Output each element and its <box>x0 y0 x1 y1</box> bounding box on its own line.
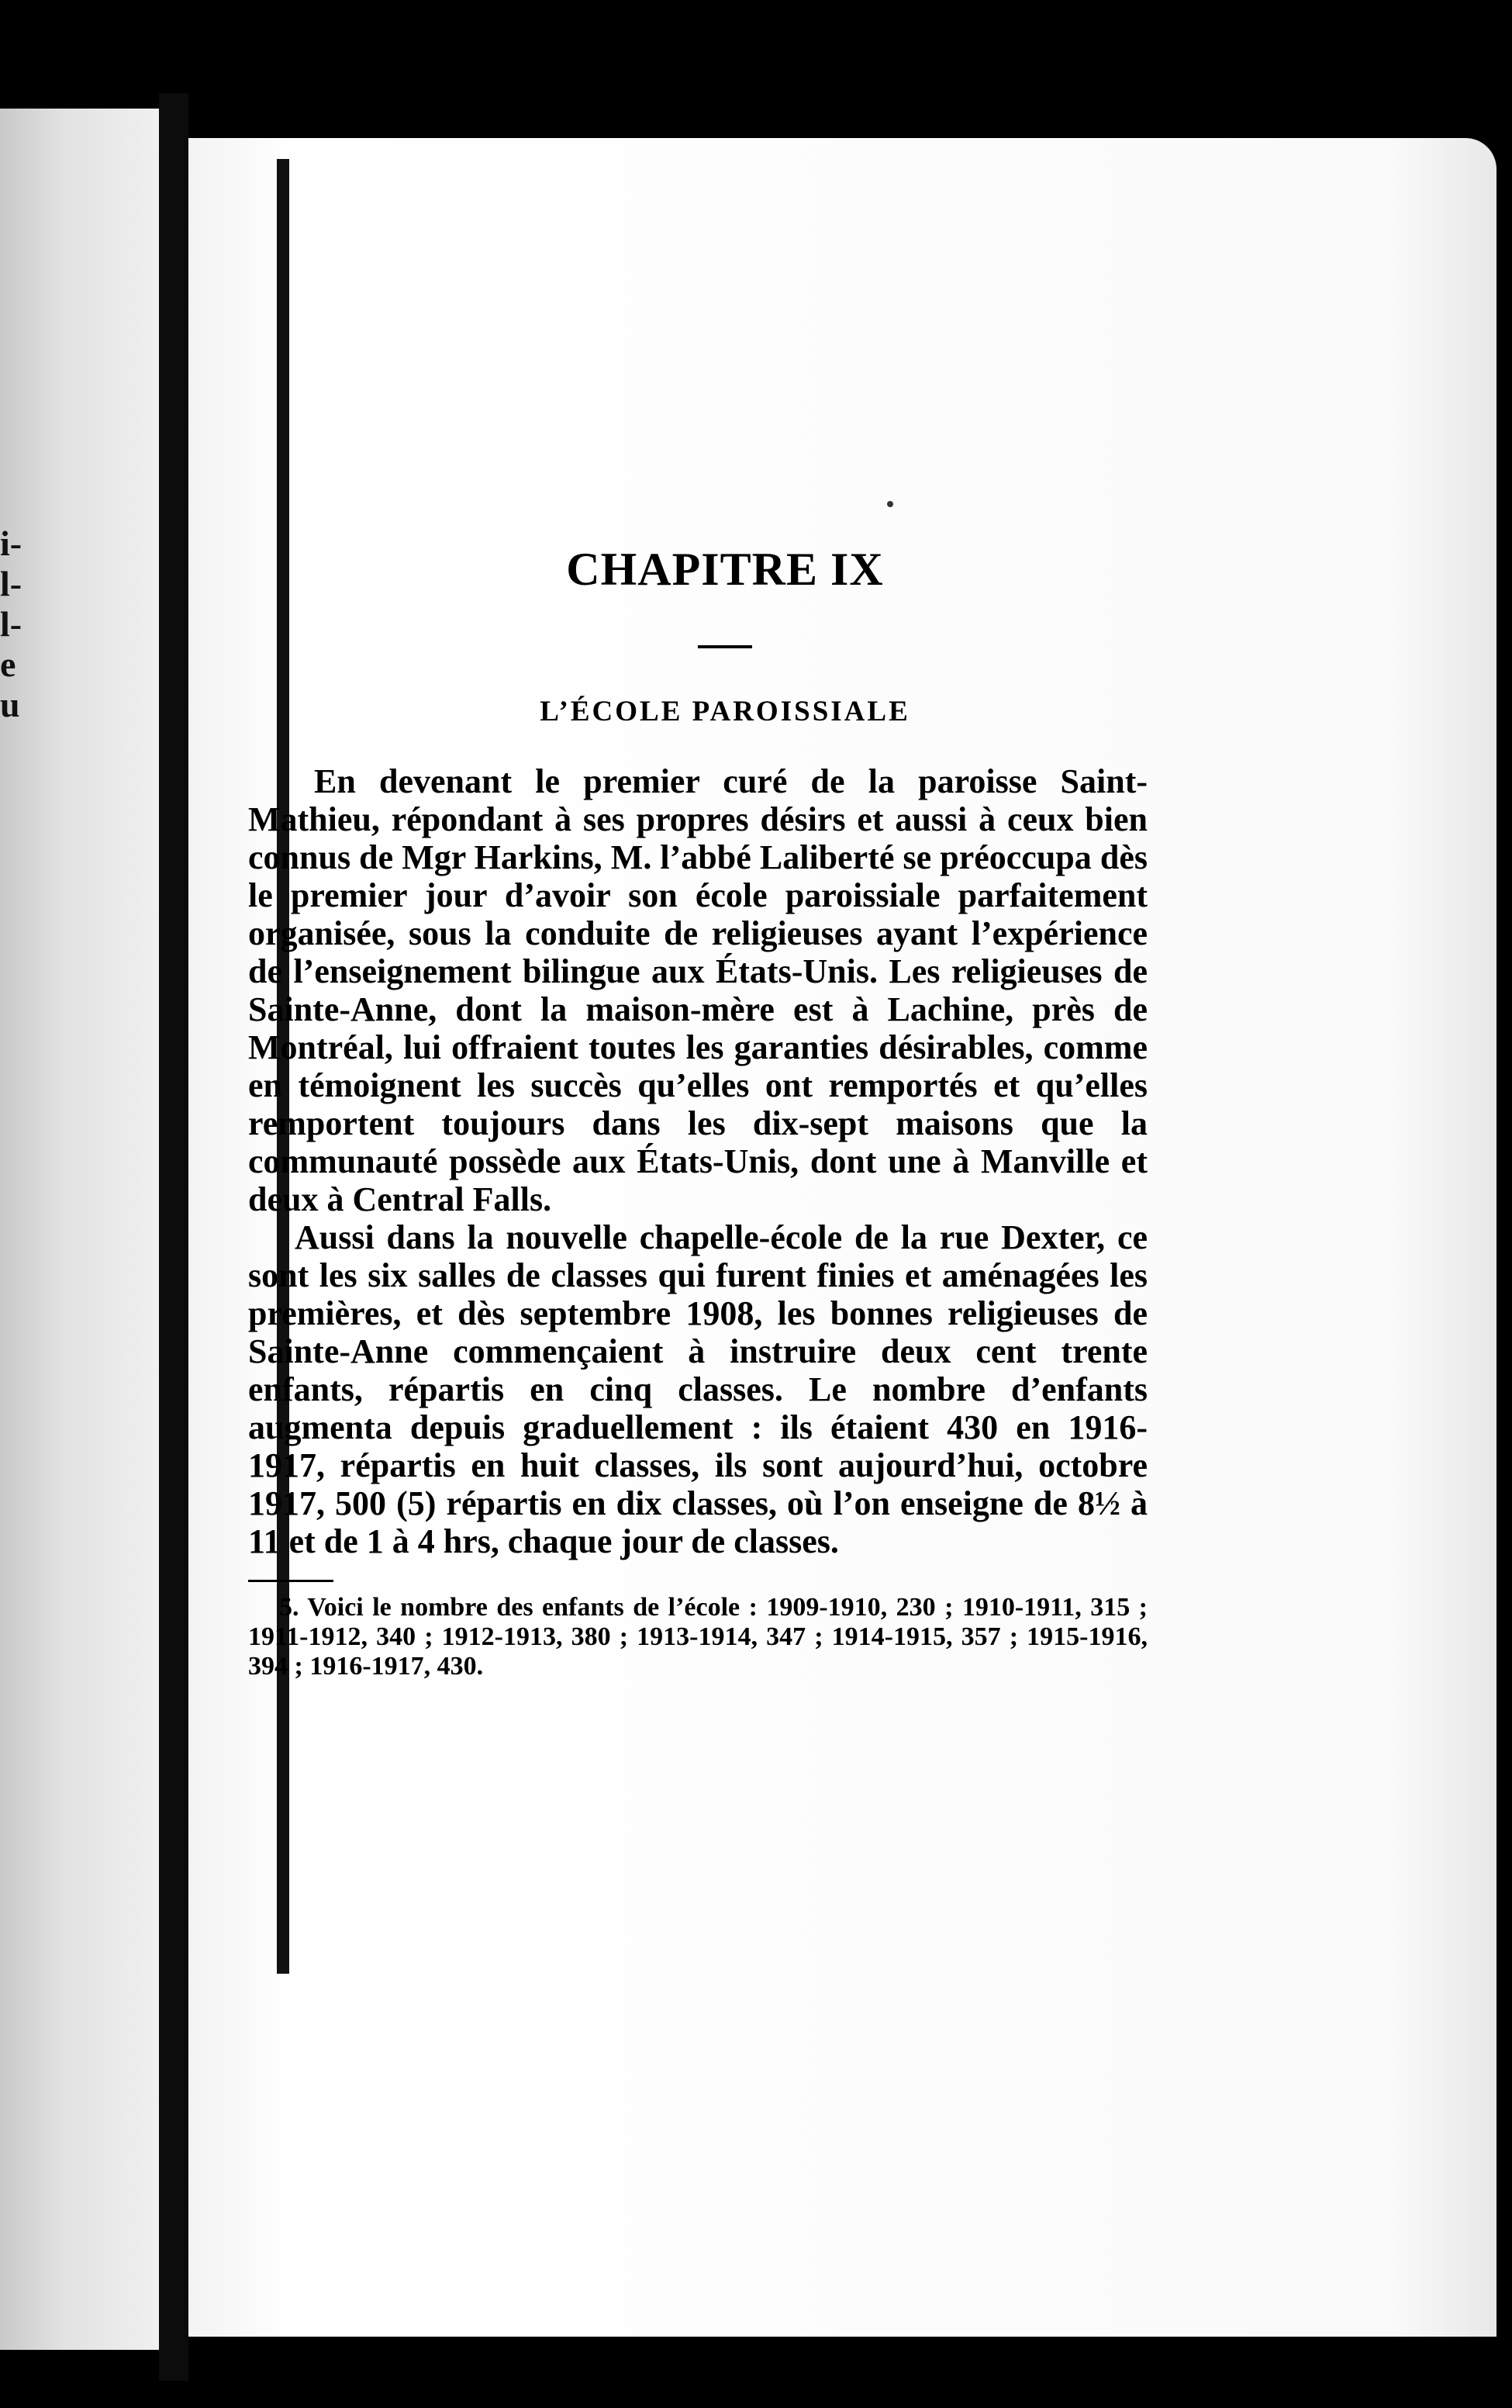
margin-letter: u <box>0 685 20 724</box>
paragraph: En devenant le premier curé de la paroisse Saint-Mathieu, répondant à ses propres désirs et aussi à ceux bien connus de Mgr Harkins, M. l’abbé Laliberté se préoccupa dès le premier jour d’avoir son école paroissiale parfaitement organisée, sous la conduite de religieuses ayant l’expérience de l’enseignement bilingue aux États-Unis. Les religieuses de Sainte-Anne, dont la maison-mère est à Lachine, près de Montréal, lui offraient toutes les garanties désirables, comme en témoignent les succès qu’elles ont remportés et qu’elles remportent toujours dans les dix-sept maisons que la communauté possède aux États-Unis, dont une à Manville et deux à Central Falls. <box>248 762 1148 1218</box>
left-page-margin-text <box>0 523 31 725</box>
book-gutter <box>159 93 188 2381</box>
ink-speck <box>887 501 893 507</box>
margin-letter: l- <box>0 564 22 603</box>
chapter-title: CHAPITRE IX <box>566 544 884 595</box>
left-page-edge <box>0 109 159 2350</box>
paragraph: Aussi dans la nouvelle chapelle-école de la rue Dexter, ce sont les six salles de classes qui furent finies et aménagées les premières, et dès septembre 1908, les bonnes religieuses de Sainte-Anne commençaient à instruire deux cent trente enfants, répartis en cinq classes. Le nombre d’enfants augmenta depuis graduellement : ils étaient 430 en 1916-1917, répartis en huit classes, ils sont aujourd’hui, octobre 1917, 500 (5) répartis en dix classes, où l’on enseigne de 8½ à 11 et de 1 à 4 hrs, chaque jour de classes. <box>248 1218 1148 1560</box>
title-rule <box>698 645 752 648</box>
footnote-rule <box>248 1580 333 1582</box>
footnote: 5. Voici le nombre des enfants de l’école : 1909-1910, 230 ; 1910-1911, 315 ; 1911-1912, 340 ; 1912-1913, 380 ; 1913-1914, 347 ; 1914-1915, 357 ; 1915-1916, 394 ; 1916-1917, 430. <box>248 1593 1148 1681</box>
margin-letter: e <box>0 644 16 684</box>
margin-letter: i- <box>0 523 22 563</box>
page-content <box>233 543 1148 1681</box>
margin-letter: l- <box>0 604 22 644</box>
section-title: L’ÉCOLE PAROISSIALE <box>540 696 910 727</box>
